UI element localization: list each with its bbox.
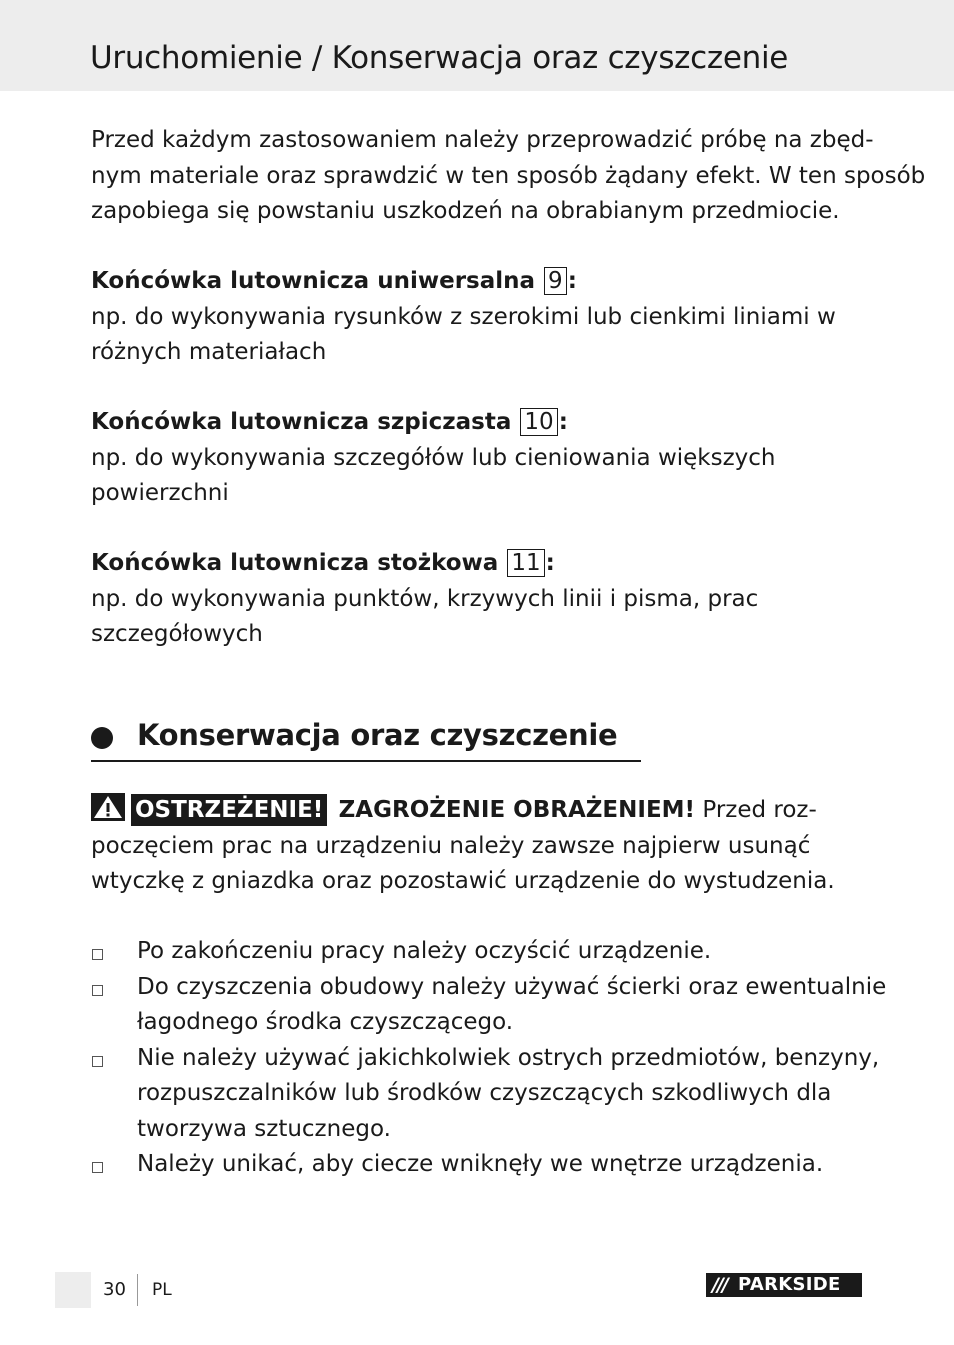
- warning-line: wtyczkę z gniazdka oraz pozostawić urządzenie do wystudzenia.: [91, 868, 835, 894]
- checkbox-bullet-icon: [92, 1162, 103, 1173]
- intro-line: zapobiega się powstaniu uszkodzeń na obrabianym przedmiocie.: [91, 198, 840, 224]
- tip-title: Końcówka lutownicza szpiczasta 10 :: [91, 409, 568, 435]
- ref-number-box: 11: [507, 549, 544, 577]
- tip-description: np. do wykonywania punktów, krzywych linii i pisma, prac: [91, 585, 759, 612]
- tip-description: np. do wykonywania rysunków z szerokimi lub cienkimi liniami w: [91, 303, 836, 330]
- list-item: [91, 1041, 881, 1148]
- list-item: [91, 934, 881, 970]
- warning-paragraph: [91, 793, 871, 900]
- cleaning-list: [91, 934, 887, 1183]
- tip-pointed: [91, 405, 871, 512]
- tip-description: powierzchni: [91, 480, 229, 506]
- tip-title-text: Końcówka lutownicza szpiczasta: [91, 409, 512, 435]
- logo-mark-icon: ///: [712, 1274, 727, 1296]
- ref-number-box: 9: [544, 267, 567, 295]
- warning-line: [91, 793, 871, 829]
- warning-emphasis: ZAGROŻENIE OBRAŻENIEM!: [338, 797, 696, 823]
- checkbox-bullet-icon: [92, 949, 103, 960]
- list-item-text: Należy unikać, aby ciecze wniknęły we wnętrze urządzenia.: [137, 1151, 824, 1177]
- warning-triangle-icon: [91, 793, 125, 821]
- intro-line: Przed każdym zastosowaniem należy przeprowadzić próbę na zbęd-: [91, 127, 874, 153]
- intro-paragraph: [91, 123, 926, 230]
- language-code: PL: [152, 1280, 172, 1300]
- logo-text: PARKSIDE: [738, 1274, 841, 1295]
- tip-title-text: Końcówka lutownicza stożkowa: [91, 550, 499, 576]
- tip-title: Końcówka lutownicza stożkowa 11 :: [91, 550, 555, 576]
- page-number: 30: [103, 1279, 126, 1300]
- list-item-text: łagodnego środka czyszczącego.: [137, 1009, 514, 1035]
- list-item: [91, 1147, 881, 1183]
- warning-text: Przed roz-: [702, 797, 817, 823]
- section-heading: [91, 718, 641, 762]
- tip-title: Końcówka lutownicza uniwersalna 9 :: [91, 268, 577, 294]
- footer-tab: [55, 1272, 91, 1308]
- list-item-text: Do czyszczenia obudowy należy używać ścierki oraz ewentualnie: [137, 973, 887, 1000]
- tip-title-text: Końcówka lutownicza uniwersalna: [91, 268, 536, 294]
- tip-description: np. do wykonywania szczegółów lub cieniowania większych: [91, 444, 776, 471]
- checkbox-bullet-icon: [92, 985, 103, 996]
- tip-description: różnych materiałach: [91, 339, 327, 365]
- parkside-logo: [706, 1273, 862, 1297]
- tip-universal: [91, 264, 871, 371]
- footer-divider: [137, 1274, 138, 1306]
- list-item: [91, 970, 887, 1041]
- list-item-text: rozpuszczalników lub środków czyszczących szkodliwych dla: [137, 1080, 832, 1106]
- ref-number-box: 10: [520, 408, 557, 436]
- warning-label: OSTRZEŻENIE!: [131, 794, 327, 826]
- list-item-text: Nie należy używać jakichkolwiek ostrych przedmiotów, benzyny,: [137, 1044, 880, 1071]
- section-title: Konserwacja oraz czyszczenie: [137, 718, 618, 752]
- list-item-text: tworzywa sztucznego.: [137, 1115, 391, 1142]
- list-item-text: Po zakończeniu pracy należy oczyścić urządzenie.: [137, 938, 712, 964]
- checkbox-bullet-icon: [92, 1056, 103, 1067]
- tip-description: szczegółowych: [91, 621, 263, 647]
- intro-line: nym materiale oraz sprawdzić w ten sposób żądany efekt. W ten sposób: [91, 162, 926, 189]
- warning-line: poczęciem prac na urządzeniu należy zawsze najpierw usunąć: [91, 832, 811, 859]
- tip-conical: [91, 546, 871, 653]
- bullet-dot-icon: [91, 727, 113, 749]
- page-title: Uruchomienie / Konserwacja oraz czyszczenie: [90, 40, 789, 76]
